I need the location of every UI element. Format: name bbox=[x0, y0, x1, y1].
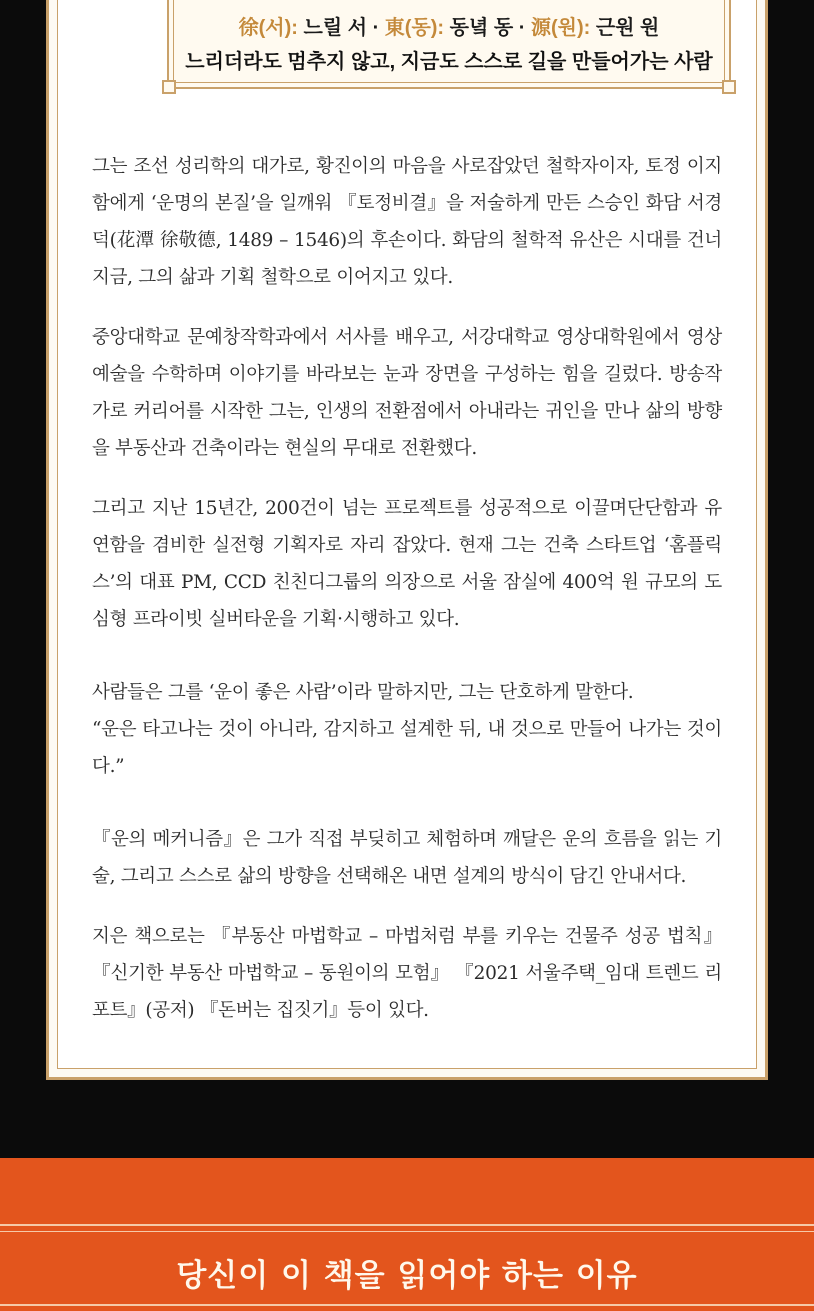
bio-paragraph: 사람들은 그를 ‘운이 좋은 사람’이라 말하지만, 그는 단호하게 말한다. bbox=[92, 682, 634, 703]
bio-paragraph: 그리고 지난 15년간, 200건이 넘는 프로젝트를 성공적으로 이끌며단단함과 유연함을 겸비한 실전형 기획자로 자리 잡았다. 현재 그는 건축 스타트업 ‘홈플릭스’의 대표 PM, CCD 친친디그룹의 의장으로 서울 잠실에 400억 원 규모의 도심형 프라이빗 실버타운을 기획·시행하고 있다. bbox=[92, 498, 722, 630]
bio-paragraph: 그는 조선 성리학의 대가로, 황진이의 마음을 사로잡았던 철학자이자, 토정 이지함에게 ‘운명의 본질’을 일깨워 『토정비결』을 저술하게 만든 스승인 화담 서경덕(花潭 徐敬德, 1489 – 1546)의 후손이다. 화담의 철학적 유산은 시대를 건너 지금, 그의 삶과 기획 철학으로 이어지고 있다. bbox=[92, 156, 722, 288]
author-bio bbox=[92, 148, 722, 1052]
name-meaning-line bbox=[169, 11, 729, 40]
gloss-dong: 동녘 동 bbox=[444, 17, 514, 39]
section-banner bbox=[0, 1158, 814, 1311]
hanja-won: 源(원): bbox=[530, 17, 591, 39]
gloss-seo: 느릴 서 bbox=[297, 17, 368, 39]
name-meaning-box bbox=[167, 0, 731, 89]
bio-paragraph: 『운의 메커니즘』은 그가 직접 부딪히고 체험하며 깨달은 운의 흐름을 읽는 기술, 그리고 스스로 삶의 방향을 선택해온 내면 설계의 방식이 담긴 안내서다. bbox=[92, 829, 722, 887]
bio-paragraph: 중앙대학교 문예창작학과에서 서사를 배우고, 서강대학교 영상대학원에서 영상 예술을 수학하며 이야기를 바라보는 눈과 장면을 구성하는 힘을 길렀다. 방송작가로 커리어를 시작한 그는, 인생의 전환점에서 아내라는 귀인을 만나 삶의 방향을 부동산과 건축이라는 현실의 무대로 전환했다. bbox=[92, 327, 722, 459]
motto: 느리더라도 멈추지 않고, 지금도 스스로 길을 만들어가는 사람 bbox=[185, 51, 713, 73]
hanja-dong: 東(동): bbox=[384, 17, 445, 39]
separator: · bbox=[367, 17, 385, 39]
section-title: 당신이 이 책을 읽어야 하는 이유 bbox=[176, 1258, 638, 1294]
books-paragraph: 지은 책으로는 『부동산 마법학교 – 마법처럼 부를 키우는 건물주 성공 법칙』 『신기한 부동산 마법학교 – 동원이의 모험』 『2021 서울주택_임대 트렌드 리포트』(공저) 『돈버는 집짓기』등이 있다. bbox=[92, 926, 722, 1021]
divider bbox=[0, 1304, 814, 1306]
divider bbox=[0, 1231, 814, 1232]
corner-ornament bbox=[162, 80, 176, 94]
separator: · bbox=[513, 17, 531, 39]
divider bbox=[0, 1224, 814, 1226]
gloss-won: 근원 원 bbox=[590, 17, 660, 39]
hanja-seo: 徐(서): bbox=[238, 17, 298, 39]
corner-ornament bbox=[722, 80, 736, 94]
quote: “운은 타고나는 것이 아니라, 감지하고 설계한 뒤, 내 것으로 만들어 나가는 것이다.” bbox=[92, 719, 722, 777]
